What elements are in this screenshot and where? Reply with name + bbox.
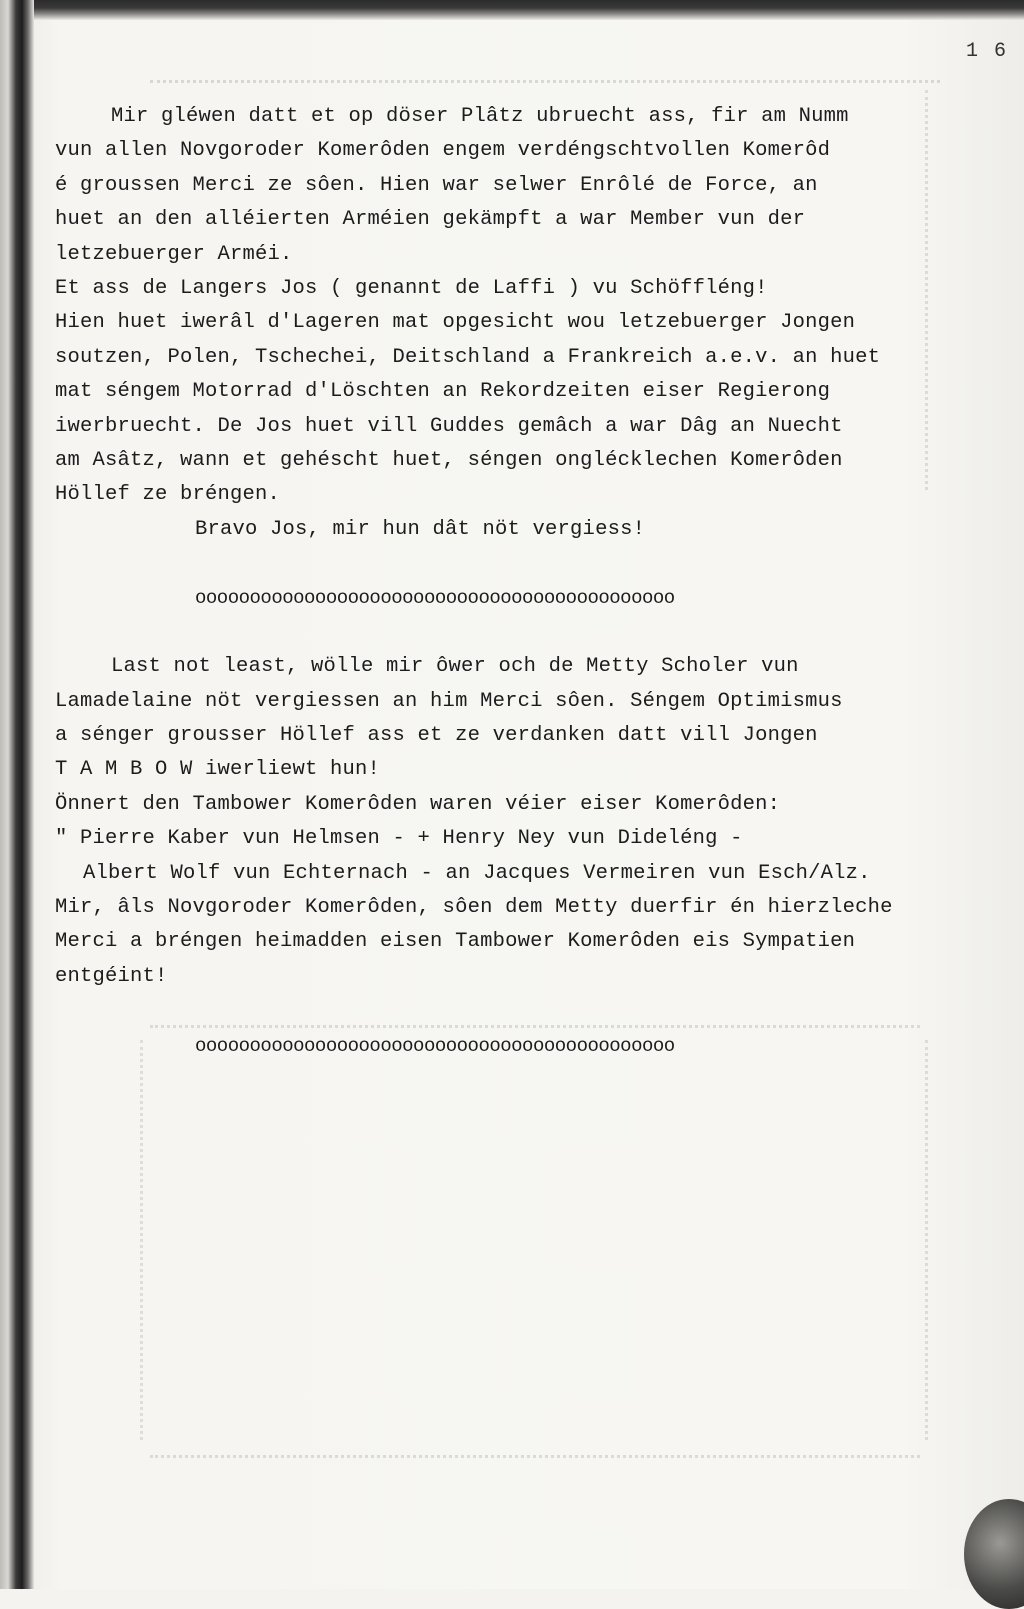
separator-dots: oooooooooooooooooooooooooooooooooooooooooooo <box>195 587 675 610</box>
text-line: Lamadelaine nöt vergiessen an him Merci sôen. Séngem Optimismus <box>55 689 843 713</box>
blank-line <box>55 616 985 650</box>
text-line: soutzen, Polen, Tschechei, Deitschland a Frankreich a.e.v. an huet <box>55 345 881 369</box>
text-line: Höllef ze bréngen. <box>55 483 281 507</box>
text-line: Önnert den Tambower Komerôden waren véier eiser Komerôden: <box>55 792 781 816</box>
blank-line <box>55 994 985 1028</box>
text-line: vun allen Novgoroder Komerôden engem verdéngschtvollen Komerôd <box>55 139 831 163</box>
text-line: " Pierre Kaber vun Helmsen - + Henry Ney vun Dideléng - <box>55 827 743 851</box>
scan-left-edge <box>0 0 34 1589</box>
scan-top-edge <box>0 0 1024 20</box>
text-line: T A M B O W iwerliewt hun! <box>55 758 381 782</box>
text-line: huet an den alléierten Arméien gekämpft a war Member vun der <box>55 208 806 232</box>
document-body <box>55 100 985 1063</box>
text-line: Mir gléwen datt et op döser Plâtz ubruecht ass, fir am Numm <box>111 105 849 128</box>
paragraph-langers-jos <box>55 100 985 547</box>
paragraph-metty-scholer <box>55 650 985 994</box>
text-line: am Asâtz, wann et gehéscht huet, séngen onglécklechen Komerôden <box>55 448 843 472</box>
bleed-through-mark <box>925 1040 934 1440</box>
bleed-through-mark <box>140 1040 149 1440</box>
text-line: iwerbruecht. De Jos huet vill Guddes gemâch a war Dâg an Nuecht <box>55 414 843 438</box>
page-number: 1 6 <box>966 40 1009 63</box>
text-line: Et ass de Langers Jos ( genannt de Laffi ) vu Schöffléng! <box>55 276 768 300</box>
text-line: Albert Wolf vun Echternach - an Jacques Vermeiren vun Esch/Alz. <box>83 861 871 885</box>
bleed-through-mark <box>150 80 940 91</box>
text-line: Mir, âls Novgoroder Komerôden, sôen dem Metty duerfir én hierzleche <box>55 895 893 919</box>
blank-line <box>55 547 985 581</box>
bleed-through-mark <box>150 1455 920 1466</box>
text-line: mat séngem Motorrad d'Löschten an Rekordzeiten eiser Regierong <box>55 380 831 404</box>
text-line: Merci a bréngen heimadden eisen Tambower Komerôden eis Sympatien <box>55 930 856 954</box>
text-line: é groussen Merci ze sôen. Hien war selwer Enrôlé de Force, an <box>55 173 818 197</box>
text-line: Last not least, wölle mir ôwer och de Metty Scholer vun <box>111 655 799 679</box>
scan-corner-shadow <box>964 1499 1024 1609</box>
separator-dots: oooooooooooooooooooooooooooooooooooooooooooo <box>195 1034 675 1057</box>
text-line: letzebuerger Arméi. <box>55 242 293 266</box>
text-line: a sénger grousser Höllef ass et ze verdanken datt vill Jongen <box>55 724 818 748</box>
text-line: Hien huet iwerâl d'Lageren mat opgesicht wou letzebuerger Jongen <box>55 311 856 335</box>
text-line: entgéint! <box>55 964 168 988</box>
closing-line: Bravo Jos, mir hun dât nöt vergiess! <box>195 517 646 541</box>
